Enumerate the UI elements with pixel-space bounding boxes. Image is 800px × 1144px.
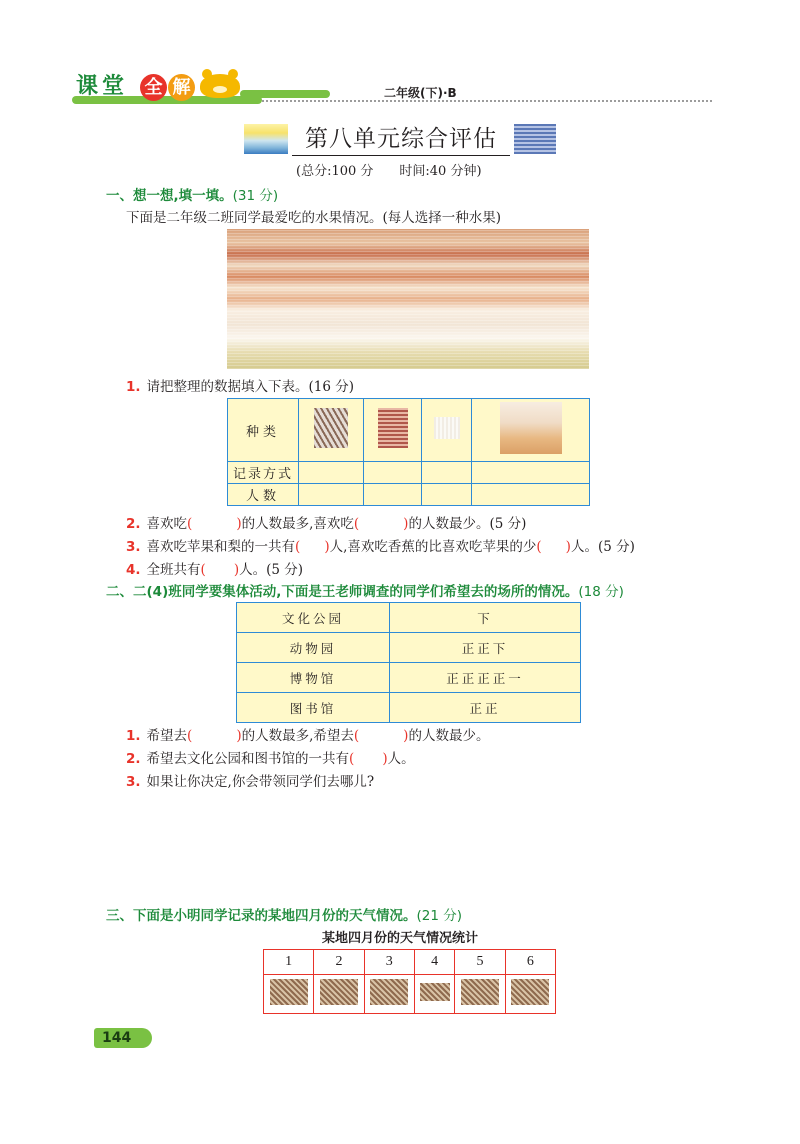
weather-icon <box>420 983 450 1001</box>
section2-heading <box>106 580 624 600</box>
title-decoration-right <box>514 124 556 154</box>
weather-cell <box>414 975 454 1014</box>
s1-question-1 <box>126 375 354 395</box>
day-number: 4 <box>414 950 454 975</box>
answer-blank-open: ( <box>200 562 206 578</box>
weather-icon <box>370 979 408 1005</box>
table-row <box>237 693 581 723</box>
table-row <box>228 462 590 484</box>
answer-cell[interactable] <box>472 484 590 506</box>
section1-heading-text: 一、想一想,填一填。 <box>106 188 233 204</box>
answer-cell[interactable] <box>422 484 472 506</box>
s2-q2-text-b: 人。 <box>387 751 415 767</box>
logo-ribbon <box>240 90 330 98</box>
answer-cell[interactable] <box>472 462 590 484</box>
weather-icon <box>511 979 549 1005</box>
place-tally: 正正正正一 <box>390 663 581 693</box>
s1-q3-text-c: 人。(5 分) <box>570 539 635 555</box>
answer-blank-close: ) <box>382 751 388 767</box>
pear-icon <box>314 408 348 448</box>
title-decoration-left <box>244 124 288 154</box>
place-name: 博物馆 <box>237 663 390 693</box>
answer-cell[interactable] <box>364 484 422 506</box>
section1-intro: 下面是二年级二班同学最爱吃的水果情况。(每人选择一种水果) <box>126 210 502 226</box>
table-row <box>237 663 581 693</box>
weather-icon <box>461 979 499 1005</box>
answer-blank-open: ( <box>349 751 355 767</box>
s1-q1-number: 1. <box>126 379 141 395</box>
answer-blank-open: ( <box>187 516 193 532</box>
place-tally: 正正 <box>390 693 581 723</box>
s1-q4-text-a: 全班共有 <box>146 562 201 578</box>
page-title: 第八单元综合评估 <box>292 120 510 156</box>
s1-q3-text-b: 人,喜欢吃香蕉的比喜欢吃苹果的少 <box>329 539 537 555</box>
table-row <box>237 633 581 663</box>
weather-table-title: 某地四月份的天气情况统计 <box>322 931 479 946</box>
logo-char-2: 堂 <box>102 74 125 99</box>
s2-q2-text-a: 希望去文化公园和图书馆的一共有 <box>146 751 350 767</box>
weather-table <box>263 949 556 1014</box>
place-name: 图书馆 <box>237 693 390 723</box>
s1-question-4 <box>126 558 303 578</box>
weather-cell <box>505 975 555 1014</box>
fruit-cell-1 <box>299 399 364 462</box>
s2-question-1 <box>126 724 489 744</box>
fruit-cell-2 <box>364 399 422 462</box>
s1-q2-number: 2. <box>126 516 141 532</box>
s1-q2-text-c: 的人数最少。(5 分) <box>408 516 527 532</box>
weather-icon <box>270 979 308 1005</box>
day-number: 2 <box>314 950 364 975</box>
weather-cell <box>314 975 364 1014</box>
answer-cell[interactable] <box>299 462 364 484</box>
answer-blank-close: ) <box>236 516 242 532</box>
s1-q4-number: 4. <box>126 562 141 578</box>
logo-char-1: 课 <box>76 74 99 99</box>
place-tally-table <box>236 602 581 723</box>
answer-blank-close: ) <box>233 562 240 578</box>
answer-blank-open: ( <box>295 539 301 555</box>
logo-char-4: 解 <box>168 74 195 101</box>
s2-q1-text-b: 的人数最多,希望去 <box>241 728 354 744</box>
answer-blank-close: ) <box>403 516 409 532</box>
weather-cell <box>455 975 505 1014</box>
row-label-kind: 种类 <box>228 399 299 462</box>
header-divider <box>262 100 712 102</box>
section2-heading-text: 二、二(4)班同学要集体活动,下面是王老师调查的同学们希望去的场所的情况。 <box>106 584 579 600</box>
s2-q1-text-a: 希望去 <box>146 728 188 744</box>
s2-q3-answer-area[interactable] <box>126 795 706 895</box>
table-row <box>228 484 590 506</box>
answer-blank-close: ) <box>324 539 330 555</box>
logo-grass <box>72 96 262 104</box>
bear-icon <box>200 74 240 98</box>
book-logo <box>72 72 262 104</box>
s2-q3-text: 如果让你决定,你会带领同学们去哪儿? <box>146 774 375 790</box>
answer-cell[interactable] <box>422 462 472 484</box>
section3-heading-text: 三、下面是小明同学记录的某地四月份的天气情况。 <box>106 908 417 924</box>
weather-cell <box>264 975 314 1014</box>
page-subtitle: (总分:100 分 时间:40 分钟) <box>296 164 482 179</box>
row-label-count: 人数 <box>228 484 299 506</box>
s1-q2-text-b: 的人数最多,喜欢吃 <box>241 516 354 532</box>
weather-cell <box>364 975 414 1014</box>
s1-q4-text-b: 人。(5 分) <box>239 562 304 578</box>
day-number: 1 <box>264 950 314 975</box>
day-number: 5 <box>455 950 505 975</box>
s1-q2-text-a: 喜欢吃 <box>146 516 188 532</box>
day-number: 6 <box>505 950 555 975</box>
s2-question-3 <box>126 770 374 790</box>
table-row <box>228 399 590 462</box>
s2-q1-text-c: 的人数最少。 <box>408 728 490 744</box>
answer-blank-close: ) <box>403 728 409 744</box>
page-number: 144 <box>94 1028 152 1048</box>
fruit-picture <box>227 229 589 369</box>
apple-icon <box>378 408 408 448</box>
logo-char-3: 全 <box>140 74 167 101</box>
weather-icon <box>320 979 358 1005</box>
answer-blank-close: ) <box>565 539 571 555</box>
place-name: 文化公园 <box>237 603 390 633</box>
answer-cell[interactable] <box>364 462 422 484</box>
s1-question-2 <box>126 512 526 532</box>
s2-q3-number: 3. <box>126 774 141 790</box>
s1-q1-text: 请把整理的数据填入下表。(16 分) <box>146 379 355 395</box>
answer-blank-open: ( <box>353 516 360 532</box>
section1-heading <box>106 184 278 204</box>
fruit-cell-3 <box>422 399 472 462</box>
row-label-record: 记录方式 <box>228 462 299 484</box>
grade-label: 二年级(下)·B <box>384 86 457 100</box>
answer-blank-open: ( <box>353 728 360 744</box>
answer-blank-open: ( <box>187 728 193 744</box>
section3-points: (21 分) <box>416 908 463 924</box>
answer-blank-open: ( <box>536 539 542 555</box>
s1-question-3 <box>126 535 635 555</box>
table-row <box>264 975 556 1014</box>
s2-q2-number: 2. <box>126 751 141 767</box>
grape-icon <box>434 417 460 439</box>
table-row <box>264 950 556 975</box>
s1-q3-number: 3. <box>126 539 141 555</box>
table-row <box>237 603 581 633</box>
s1-q3-text-a: 喜欢吃苹果和梨的一共有 <box>146 539 296 555</box>
answer-blank-close: ) <box>236 728 242 744</box>
fruit-cell-4 <box>472 399 590 462</box>
answer-cell[interactable] <box>299 484 364 506</box>
fruit-table <box>227 398 590 506</box>
s2-question-2 <box>126 747 415 767</box>
place-tally: 下 <box>390 603 581 633</box>
place-name: 动物园 <box>237 633 390 663</box>
s2-q1-number: 1. <box>126 728 141 744</box>
place-tally: 正正下 <box>390 633 581 663</box>
section3-heading <box>106 904 462 924</box>
banana-icon <box>500 402 562 454</box>
day-number: 3 <box>364 950 414 975</box>
section1-points: (31 分) <box>232 188 279 204</box>
section2-points: (18 分) <box>578 584 624 600</box>
